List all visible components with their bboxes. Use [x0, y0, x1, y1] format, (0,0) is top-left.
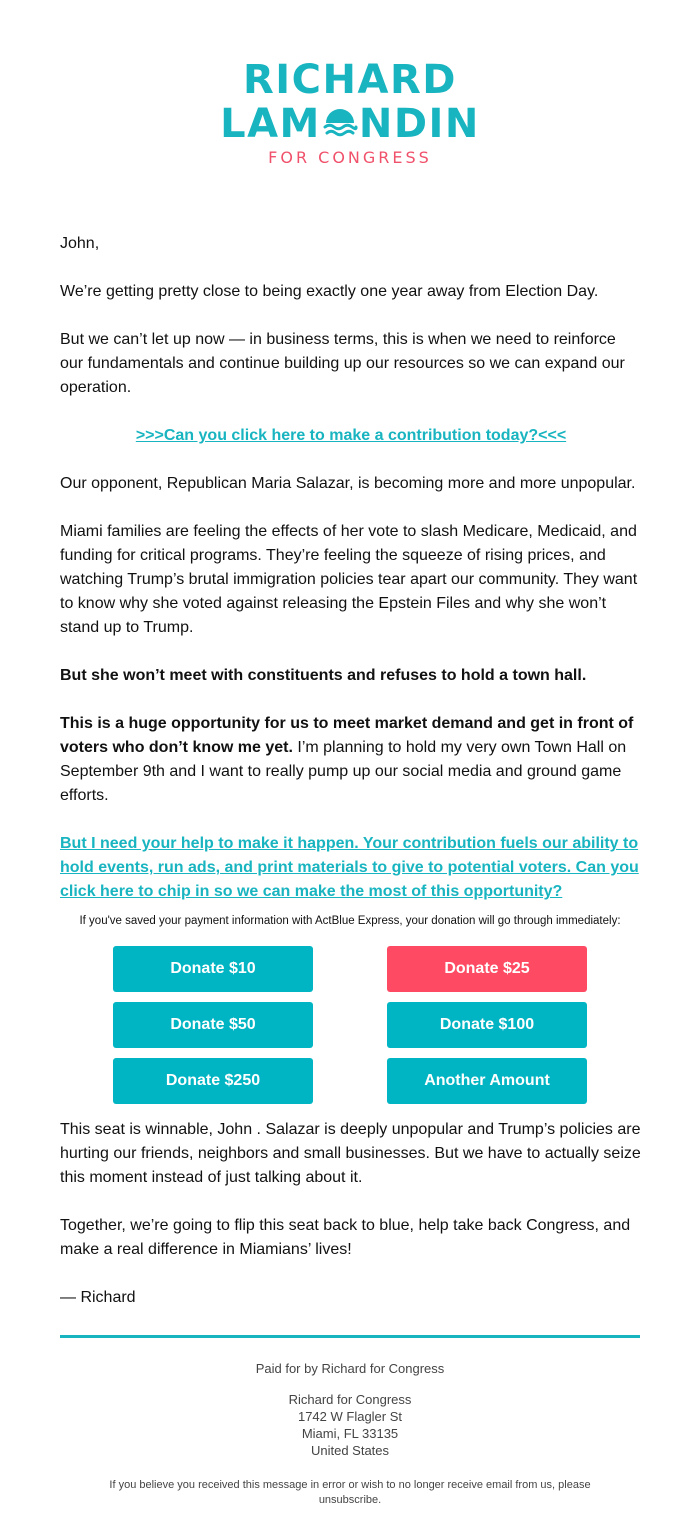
paragraph-1: We’re getting pretty close to being exactly one year away from Election Day. [60, 283, 599, 300]
signoff: — Richard [60, 1289, 136, 1306]
donate-10-button[interactable]: Donate $10 [113, 946, 313, 992]
unsubscribe-notice [80, 1478, 620, 1508]
address-line: United States [310, 1443, 390, 1458]
greeting: John, [60, 235, 100, 252]
campaign-logo [0, 58, 700, 168]
chip-in-link[interactable]: But I need your help to make it happen. Your contribution fuels our ability to hold events, run ads, and print materials to give to potential voters. Can you click here to chip in so we can make the most of this opportunity? [60, 835, 639, 900]
help-link-paragraph [60, 832, 642, 904]
paragraph-6-bold: This is a huge opportunity for us to meet market demand and get in front of voters who don’t know me yet. [60, 715, 634, 756]
actblue-express-note: If you've saved your payment information with ActBlue Express, your donation will go through immediately: [79, 915, 621, 927]
logo-first-name: RICHARD [243, 57, 457, 103]
address-line: Richard for Congress [288, 1392, 412, 1407]
paragraph-5 [60, 664, 642, 688]
paid-for-disclaimer: Paid for by Richard for Congress [255, 1361, 445, 1376]
paragraph-6 [60, 712, 642, 808]
donate-100-button[interactable]: Donate $100 [387, 1002, 587, 1048]
footer-divider [60, 1335, 640, 1338]
paragraph-3: Our opponent, Republican Maria Salazar, is becoming more and more unpopular. [60, 475, 636, 492]
logo-last-name-end: NDIN [358, 101, 480, 147]
donate-25-button[interactable]: Donate $25 [387, 946, 587, 992]
another-amount-button[interactable]: Another Amount [387, 1058, 587, 1104]
paragraph-7: This seat is winnable, John . Salazar is deeply unpopular and Trump’s policies are hurting our friends, neighbors and small businesses. But we have to actually seize this moment instead of just talking about it. [60, 1121, 641, 1186]
logo-last-name [0, 102, 700, 146]
wave-o-icon [322, 105, 358, 137]
logo-last-name-start: LAM [220, 101, 321, 147]
paragraph-5-bold: But she won’t meet with constituents and refuses to hold a town hall. [60, 667, 587, 684]
donate-50-button[interactable]: Donate $50 [113, 1002, 313, 1048]
unsubscribe-text: If you believe you received this message in error or wish to no longer receive email from us, please [109, 1479, 591, 1491]
contribution-link-row [60, 424, 642, 448]
paragraph-6-rest: I’m planning to hold my very own Town Hall on September 9th and I want to really pump up our social media and ground game efforts. [60, 739, 627, 804]
contribution-link[interactable]: >>>Can you click here to make a contribution today?<<< [135, 427, 567, 444]
address-line: Miami, FL 33135 [301, 1426, 399, 1441]
paragraph-4: Miami families are feeling the effects of her vote to slash Medicare, Medicaid, and funding for critical programs. They’re feeling the squeeze of rising prices, and watching Trump’s brutal immigration policies tear apart our community. They want to know why she voted against releasing the Epstein Files and why she won’t stand up to Trump. [60, 523, 638, 636]
unsubscribe-link[interactable]: unsubscribe. [318, 1494, 382, 1506]
donate-250-button[interactable]: Donate $250 [113, 1058, 313, 1104]
address-line: 1742 W Flagler St [297, 1409, 403, 1424]
paragraph-2: But we can’t let up now — in business terms, this is when we need to reinforce our fundamentals and continue building up our resources so we can expand our operation. [60, 331, 625, 396]
mailing-address [0, 1391, 700, 1459]
paragraph-8: Together, we’re going to flip this seat back to blue, help take back Congress, and make a real difference in Miamians’ lives! [60, 1217, 631, 1258]
logo-subtitle: FOR CONGRESS [268, 148, 432, 167]
